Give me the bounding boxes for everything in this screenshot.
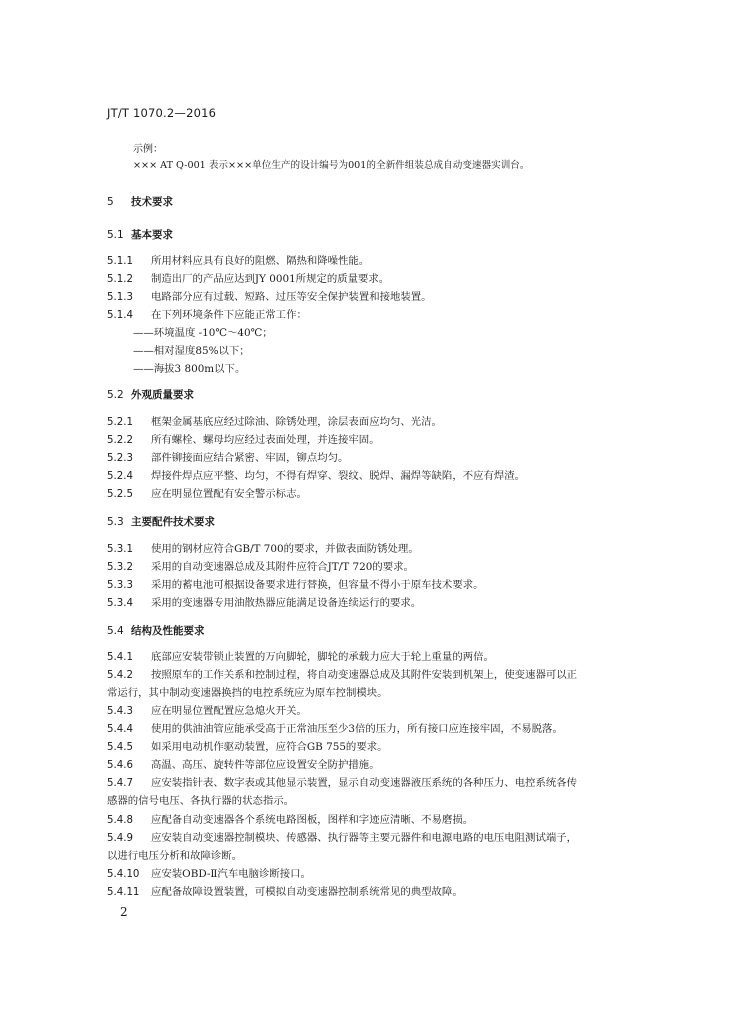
clause-5-4-9: 5.4.9 应安装自动变速器控制模块、传感器、执行器等主要元器件和电源电路的电压电阻测试端子， bbox=[107, 832, 578, 844]
clause-5-4-1: 5.4.1 底部应安装带锁止装置的万向脚轮，脚轮的承载力应大于轮上重量的两倍。 bbox=[107, 651, 494, 663]
clause-5-4-2-continuation: 常运行，其中制动变速器换挡的电控系统应为原车控制模块。 bbox=[107, 687, 388, 699]
list-item: ——环境温度 -10℃～40℃； bbox=[133, 327, 273, 339]
example-label: 示例： bbox=[133, 144, 163, 155]
section-number: 5 bbox=[107, 196, 114, 208]
clause-5-1-4: 5.1.4 在下列环境条件下应能正常工作： bbox=[107, 309, 307, 321]
clause-5-4-3: 5.4.3 应在明显位置配置应急熄火开关。 bbox=[107, 705, 307, 717]
clause-5-3-3: 5.3.3 采用的蓄电池可根据设备要求进行替换，但容量不得小于原车技术要求。 bbox=[107, 579, 484, 591]
clause-5-2-3: 5.2.3 部件铆接面应结合紧密、牢固，铆点均匀。 bbox=[107, 452, 349, 464]
section-title: 基本要求 bbox=[131, 229, 173, 241]
section-5-heading bbox=[107, 194, 173, 209]
clause-5-4-5: 5.4.5 如采用电动机作驱动装置，应符合GB 755的要求。 bbox=[107, 741, 388, 753]
section-title: 结构及性能要求 bbox=[131, 625, 205, 637]
standard-code-header: JT/T 1070.2—2016 bbox=[107, 106, 217, 120]
section-number: 5.3 bbox=[107, 516, 124, 528]
section-number: 5.2 bbox=[107, 389, 124, 401]
clause-5-3-1: 5.3.1 使用的钢材应符合GB/T 700的要求，并做表面防锈处理。 bbox=[107, 543, 419, 555]
clause-5-4-4: 5.4.4 使用的供油油管应能承受高于正常油压至少3倍的压力，所有接口应连接牢固，不易脱落。 bbox=[107, 723, 563, 735]
clause-5-4-9-continuation: 以进行电压分析和故障诊断。 bbox=[107, 850, 243, 862]
section-title: 外观质量要求 bbox=[131, 389, 194, 401]
clause-5-1-1: 5.1.1 所用材料应具有良好的阻燃、隔热和降噪性能。 bbox=[107, 255, 370, 267]
section-number: 5.1 bbox=[107, 229, 124, 241]
page-number: 2 bbox=[120, 905, 128, 919]
clause-5-2-5: 5.2.5 应在明显位置配有安全警示标志。 bbox=[107, 488, 307, 500]
clause-5-4-11: 5.4.11 应配备故障设置装置，可模拟自动变速器控制系统常见的典型故障。 bbox=[107, 886, 463, 898]
section-5-3-heading bbox=[107, 514, 215, 529]
list-item: ——相对湿度85%以下； bbox=[133, 345, 250, 357]
clause-5-2-2: 5.2.2 所有螺栓、螺母均应经过表面处理，并连接牢固。 bbox=[107, 434, 380, 446]
clause-5-2-1: 5.2.1 框架金属基底应经过除油、除锈处理，涂层表面应均匀、光洁。 bbox=[107, 416, 442, 428]
clause-5-3-2: 5.3.2 采用的自动变速器总成及其附件应符合JT/T 720的要求。 bbox=[107, 561, 414, 573]
section-number: 5.4 bbox=[107, 625, 124, 637]
clause-5-1-3: 5.1.3 电路部分应有过载、短路、过压等安全保护装置和接地装置。 bbox=[107, 291, 432, 303]
section-5-4-heading bbox=[107, 623, 205, 638]
clause-5-4-10: 5.4.10 应安装OBD-Ⅱ汽车电脑诊断接口。 bbox=[107, 868, 311, 880]
clause-5-4-2: 5.4.2 按照原车的工作关系和控制过程，将自动变速器总成及其附件安装到机架上，使变速器可以正 bbox=[107, 669, 578, 681]
clause-5-4-8: 5.4.8 应配备自动变速器各个系统电路图板，图样和字迹应清晰、不易磨损。 bbox=[107, 814, 474, 826]
clause-5-4-7: 5.4.7 应安装指针表、数字表或其他显示装置，显示自动变速器液压系统的各种压力、电控系统各传 bbox=[107, 777, 578, 789]
section-title: 主要配件技术要求 bbox=[131, 516, 215, 528]
clause-5-1-2: 5.1.2 制造出厂的产品应达到JY 0001所规定的质量要求。 bbox=[107, 273, 390, 285]
section-title: 技术要求 bbox=[131, 196, 173, 208]
clause-5-2-4: 5.2.4 焊接件焊点应平整、均匀，不得有焊穿、裂纹、脱焊、漏焊等缺陷，不应有焊渣。 bbox=[107, 470, 526, 482]
list-item: ——海拔3 800m以下。 bbox=[133, 363, 246, 375]
clause-5-3-4: 5.3.4 采用的变速器专用油散热器应能满足设备连续运行的要求。 bbox=[107, 597, 422, 609]
section-5-1-heading bbox=[107, 227, 173, 242]
clause-5-4-7-continuation: 感器的信号电压、各执行器的状态指示。 bbox=[107, 795, 295, 807]
section-5-2-heading bbox=[107, 387, 194, 402]
clause-5-4-6: 5.4.6 高温、高压、旋转件等部位应设置安全防护措施。 bbox=[107, 759, 380, 771]
example-text: ××× AT Q-001 表示×××单位生产的设计编号为001的全新件组装总成自动变速器实训台。 bbox=[133, 160, 530, 171]
